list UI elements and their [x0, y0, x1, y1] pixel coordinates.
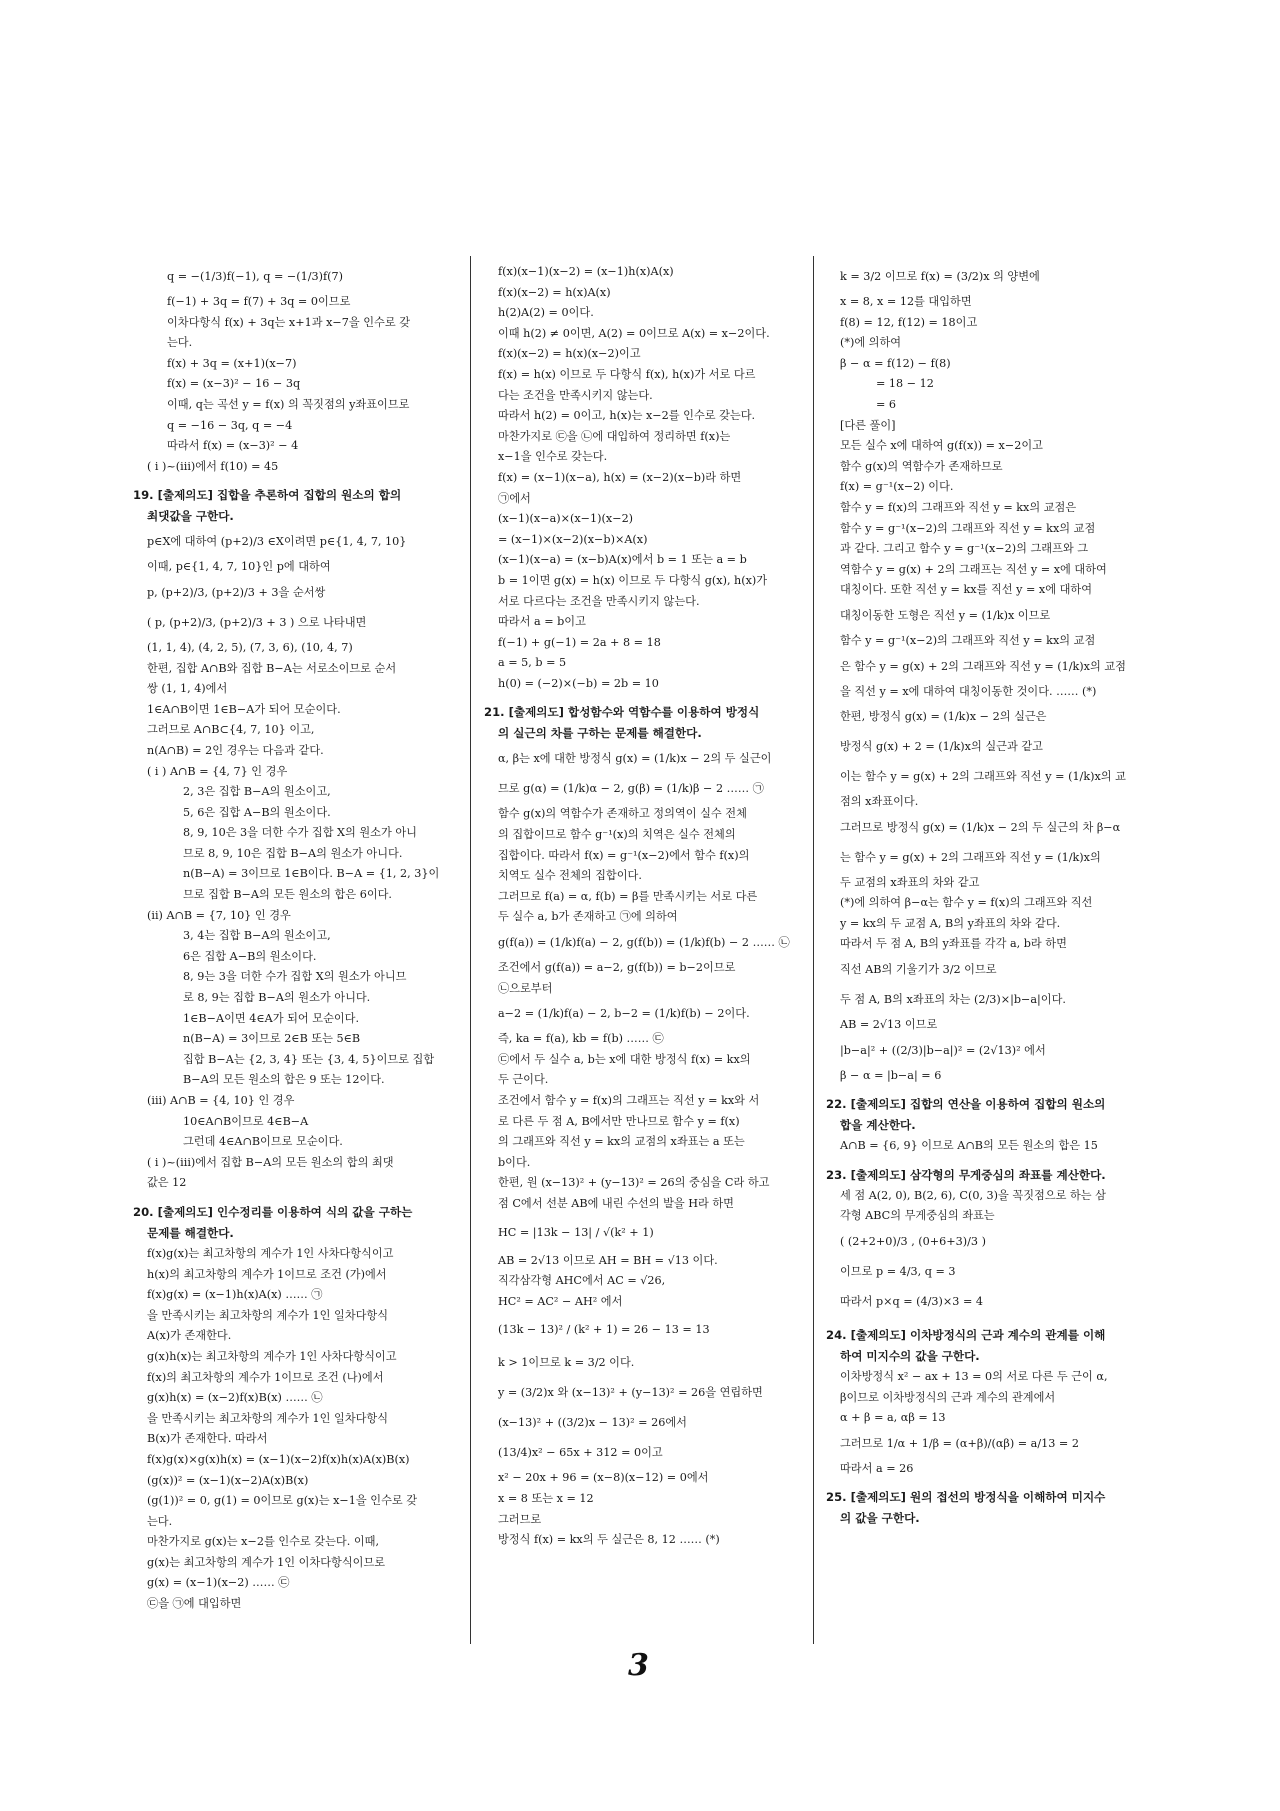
solution-line: 값은 12: [147, 1176, 187, 1190]
solution-line: 대칭이동한 도형은 직선 y = (1/k)x 이므로: [840, 608, 1051, 622]
solution-line: g(x)h(x) = (x−2)f(x)B(x) …… ㉡: [147, 1391, 323, 1405]
solution-line: 이는 함수 y = g(x) + 2의 그래프와 직선 y = (1/k)x의 교: [840, 770, 1126, 784]
solution-line: 함수 g(x)의 역함수가 존재하고 정의역이 실수 전체: [498, 807, 747, 821]
solution-line: (x−13)² + ((3/2)x − 13)² = 26에서: [498, 1416, 687, 1430]
solution-line: ㉢에서 두 실수 a, b는 x에 대한 방정식 f(x) = kx의: [498, 1052, 751, 1066]
solution-line: 집합 B−A는 {2, 3, 4} 또는 {3, 4, 5}이므로 집합: [183, 1052, 435, 1066]
solution-line: b = 1이면 g(x) = h(x) 이므로 두 다항식 g(x), h(x)가: [498, 573, 768, 587]
solution-line: f(−1) + g(−1) = 2a + 8 = 18: [498, 635, 661, 649]
solution-line: (13k − 13)² / (k² + 1) = 26 − 13 = 13: [498, 1323, 710, 1337]
solution-line: ㉢을 ㉠에 대입하면: [147, 1597, 242, 1611]
q24-solution: [826, 1367, 1156, 1479]
solution-line: 함수 y = g⁻¹(x−2)의 그래프와 직선 y = kx의 교점: [840, 521, 1096, 535]
solution-line: 한편, 집합 A∩B와 집합 B−A는 서로소이므로 순서: [147, 661, 397, 675]
solution-line: 는다.: [147, 1514, 173, 1528]
column-divider-left: [470, 256, 471, 1644]
solution-line: 이때, q는 곡선 y = f(x) 의 꼭짓점의 y좌표이므로: [167, 397, 410, 411]
solution-line: A∩B = {6, 9} 이므로 A∩B의 모든 원소의 합은 15: [840, 1139, 1098, 1153]
solution-line: 은 함수 y = g(x) + 2의 그래프와 직선 y = (1/k)x의 교점: [840, 659, 1126, 673]
q22-heading-line2: 합을 계산한다.: [840, 1118, 916, 1133]
solution-line: 대칭이다. 또한 직선 y = kx를 직선 y = x에 대하여: [840, 583, 1093, 597]
solution-line: 따라서 a = b이고: [498, 615, 586, 629]
q19-solution: [133, 527, 466, 1194]
solution-line: 그러므로 A∩B⊂{4, 7, 10} 이고,: [147, 723, 315, 737]
solution-line: a−2 = (1/k)f(a) − 2, b−2 = (1/k)f(b) − 2이다.: [498, 1007, 750, 1021]
solution-line: 마찬가지로 ㉢을 ㉡에 대입하여 정리하면 f(x)는: [498, 429, 731, 443]
solution-line: [다른 풀이]: [840, 418, 896, 432]
solution-line: β − α = |b−a| = 6: [840, 1068, 942, 1082]
solution-line: 한편, 원 (x−13)² + (y−13)² = 26의 중심을 C라 하고: [498, 1176, 770, 1190]
solution-line: 함수 g(x)의 역함수가 존재하므로: [840, 459, 1003, 473]
solution-line: β − α = f(12) − f(8): [840, 356, 951, 370]
solution-line: 10∈A∩B이므로 4∈B−A: [183, 1114, 309, 1128]
q20-continuation: [484, 262, 808, 694]
solution-line: 따라서 두 점 A, B의 y좌표를 각각 a, b라 하면: [840, 937, 1067, 951]
solution-line: 8, 9, 10은 3을 더한 수가 집합 X의 원소가 아니: [183, 826, 417, 840]
solution-line: n(A∩B) = 2인 경우는 다음과 같다.: [147, 743, 324, 757]
solution-line: (13/4)x² − 65x + 312 = 0이고: [498, 1446, 663, 1460]
solution-line: B−A의 모든 원소의 합은 9 또는 12이다.: [183, 1073, 385, 1087]
solution-line: n(B−A) = 3이므로 2∈B 또는 5∈B: [183, 1032, 361, 1046]
solution-line: 두 실수 a, b가 존재하고 ㉠에 의하여: [498, 910, 678, 924]
solution-line: A(x)가 존재한다.: [147, 1329, 232, 1343]
solution-line: (*)에 의하여 β−α는 함수 y = f(x)의 그래프와 직선: [840, 896, 1093, 910]
solution-line: 이차다항식 f(x) + 3q는 x+1과 x−7을 인수로 갖: [167, 315, 411, 329]
solution-line: f(x)g(x) = (x−1)h(x)A(x) …… ㉠: [147, 1288, 323, 1302]
solution-line: f(x) = (x−1)(x−a), h(x) = (x−2)(x−b)라 하면: [498, 470, 742, 484]
q24-heading-line2: 하여 미지수의 값을 구한다.: [840, 1349, 980, 1364]
solution-line: 이때, p∈{1, 4, 7, 10}인 p에 대하여: [147, 560, 331, 574]
solution-line: 을 직선 y = x에 대하여 대칭이동한 것이다. …… (*): [840, 684, 1097, 698]
q20-heading-line1: 20. [출제의도] 인수정리를 이용하여 식의 값을 구하는: [133, 1204, 413, 1219]
solution-line: B(x)가 존재한다. 따라서: [147, 1432, 268, 1446]
solution-line: α + β = a, αβ = 13: [840, 1411, 946, 1425]
solution-line: n(B−A) = 3이므로 1∈B이다. B−A = {1, 2, 3}이: [183, 867, 440, 881]
q23-heading: [826, 1165, 1156, 1186]
solution-line: h(x)의 최고차항의 계수가 1이므로 조건 (가)에서: [147, 1267, 387, 1281]
solution-line: = 6: [876, 397, 897, 411]
solution-line: 이때 h(2) ≠ 0이면, A(2) = 0이므로 A(x) = x−2이다.: [498, 326, 770, 340]
solution-line: 조건에서 g(f(a)) = a−2, g(f(b)) = b−2이므로: [498, 961, 736, 975]
solution-line: 5, 6은 집합 A−B의 원소이다.: [183, 805, 331, 819]
solution-line: ( i )~(iii)에서 f(10) = 45: [147, 459, 279, 473]
solution-line: 과 같다. 그리고 함수 y = g⁻¹(x−2)의 그래프와 그: [840, 542, 1089, 556]
q21-solution: [484, 744, 808, 1550]
solution-line: 의 그래프와 직선 y = kx의 교점의 x좌표는 a 또는: [498, 1135, 745, 1149]
solution-line: f(x)g(x)×g(x)h(x) = (x−1)(x−2)f(x)h(x)A(x)B(x): [147, 1452, 410, 1466]
solution-line: f(x)(x−2) = h(x)A(x): [498, 285, 611, 299]
solution-line: 서로 다르다는 조건을 만족시키지 않는다.: [498, 594, 700, 608]
solution-line: y = (3/2)x 와 (x−13)² + (y−13)² = 26을 연립하면: [498, 1386, 763, 1400]
solution-line: ㉠에서: [498, 491, 531, 505]
solution-line: 1∈B−A이면 4∈A가 되어 모순이다.: [183, 1011, 360, 1025]
solution-line: b이다.: [498, 1155, 531, 1169]
solution-line: h(2)A(2) = 0이다.: [498, 306, 594, 320]
solution-line: g(f(a)) = (1/k)f(a) − 2, g(f(b)) = (1/k)f(b) − 2 …… ㉡: [498, 936, 790, 950]
q25-heading-line1: 25. [출제의도] 원의 접선의 방정식을 이해하여 미지수: [826, 1490, 1106, 1505]
solution-line: 한편, 방정식 g(x) = (1/k)x − 2의 실근은: [840, 710, 1047, 724]
solution-line: 조건에서 함수 y = f(x)의 그래프는 직선 y = kx와 서: [498, 1094, 760, 1107]
solution-line: 다는 조건을 만족시키지 않는다.: [498, 388, 653, 402]
solution-line: = 18 − 12: [876, 377, 934, 391]
solution-line: f(−1) + 3q = f(7) + 3q = 0이므로: [167, 295, 351, 308]
solution-line: 모든 실수 x에 대하여 g(f(x)) = x−2이고: [840, 439, 1043, 453]
solution-line: 역함수 y = g(x) + 2의 그래프는 직선 y = x에 대하여: [840, 562, 1107, 576]
page-number: 3: [628, 1648, 649, 1683]
q19-heading-line2: 최댓값을 구한다.: [147, 509, 234, 524]
solution-line: f(x)(x−2) = h(x)(x−2)이고: [498, 347, 641, 361]
solution-line: h(0) = (−2)×(−b) = 2b = 10: [498, 676, 659, 690]
solution-line: 는다.: [167, 336, 193, 350]
solution-line: 므로 g(α) = (1/k)α − 2, g(β) = (1/k)β − 2 …… ㉠: [498, 782, 764, 796]
solution-line: p, (p+2)/3, (p+2)/3 + 3을 순서쌍: [147, 585, 326, 599]
solution-line: 므로 집합 B−A의 모든 원소의 합은 6이다.: [183, 888, 392, 902]
solution-line: 그러므로 1/α + 1/β = (α+β)/(αβ) = a/13 = 2: [840, 1436, 1079, 1450]
solution-line: 따라서 f(x) = (x−3)² − 4: [167, 439, 299, 453]
solution-line: g(x)h(x)는 최고차항의 계수가 1인 사차다항식이고: [147, 1349, 397, 1363]
solution-line: 직각삼각형 AHC에서 AC = √26,: [498, 1274, 666, 1288]
q21-heading-line1: 21. [출제의도] 합성함수와 역함수를 이용하여 방정식: [484, 705, 760, 720]
solution-line: α, β는 x에 대한 방정식 g(x) = (1/k)x − 2의 두 실근이: [498, 752, 772, 766]
solution-line: |b−a|² + ((2/3)|b−a|)² = (2√13)² 에서: [840, 1043, 1046, 1057]
solution-line: f(x) = (x−3)² − 16 − 3q: [167, 377, 301, 391]
solution-line: 이차방정식 x² − ax + 13 = 0의 서로 다른 두 근이 α,: [840, 1370, 1108, 1384]
solution-line: 의 집합이므로 함수 g⁻¹(x)의 치역은 실수 전체의: [498, 828, 736, 842]
solution-line: β이므로 이차방정식의 근과 계수의 관계에서: [840, 1390, 1056, 1404]
solution-line: f(x)의 최고차항의 계수가 1이므로 조건 (나)에서: [147, 1370, 384, 1384]
solution-line: HC² = AC² − AH² 에서: [498, 1294, 623, 1308]
solution-line: 그러므로: [498, 1512, 542, 1526]
column-right: [826, 262, 1156, 1529]
solution-line: q = −(1/3)f(−1), q = −(1/3)f(7): [167, 270, 343, 283]
solution-line: 두 교점의 x좌표의 차와 같고: [840, 875, 980, 889]
solution-line: 므로 8, 9, 10은 집합 B−A의 원소가 아니다.: [183, 846, 403, 860]
solution-line: 그러므로 f(a) = α, f(b) = β를 만족시키는 서로 다른: [498, 889, 758, 903]
solution-line: x = 8, x = 12를 대입하면: [840, 295, 972, 308]
column-middle: [484, 262, 808, 1551]
solution-line: 이므로 p = 4/3, q = 3: [840, 1265, 956, 1279]
solution-line: 따라서 p×q = (4/3)×3 = 4: [840, 1295, 983, 1309]
solution-line: 쌍 (1, 1, 4)에서: [147, 682, 228, 696]
solution-line: HC = |13k − 13| / √(k² + 1): [498, 1225, 654, 1239]
solution-line: 함수 y = g⁻¹(x−2)의 그래프와 직선 y = kx의 교점: [840, 633, 1096, 647]
solution-line: AB = 2√13 이므로 AH = BH = √13 이다.: [498, 1253, 718, 1267]
solution-line: 두 점 A, B의 x좌표의 차는 (2/3)×|b−a|이다.: [840, 993, 1066, 1007]
solution-line: 방정식 g(x) + 2 = (1/k)x의 실근과 같고: [840, 740, 1043, 754]
q22-heading: [826, 1094, 1156, 1136]
solution-line: 방정식 f(x) = kx의 두 실근은 8, 12 …… (*): [498, 1533, 720, 1547]
solution-line: ㉡으로부터: [498, 981, 553, 995]
q23-solution: [826, 1186, 1156, 1317]
solution-line: g(x) = (x−1)(x−2) …… ㉢: [147, 1576, 290, 1590]
solution-line: 6은 집합 A−B의 원소이다.: [183, 949, 317, 963]
q24-heading: [826, 1325, 1156, 1367]
solution-line: 따라서 a = 26: [840, 1461, 914, 1475]
solution-line: f(x) = g⁻¹(x−2) 이다.: [840, 480, 954, 494]
solution-line: x² − 20x + 96 = (x−8)(x−12) = 0에서: [498, 1471, 709, 1485]
solution-line: 집합이다. 따라서 f(x) = g⁻¹(x−2)에서 함수 f(x)의: [498, 848, 750, 862]
solution-line: 두 근이다.: [498, 1073, 549, 1087]
solution-line: (1, 1, 4), (4, 2, 5), (7, 3, 6), (10, 4, 7): [147, 640, 353, 654]
column-left: [133, 262, 466, 1615]
solution-line: y = kx의 두 교점 A, B의 y좌표의 차와 같다.: [840, 916, 1061, 930]
solution-line: k > 1이므로 k = 3/2 이다.: [498, 1356, 635, 1370]
solution-line: ( i )~(iii)에서 집합 B−A의 모든 원소의 합의 최댓: [147, 1155, 394, 1169]
solution-line: 로 다른 두 점 A, B에서만 만나므로 함수 y = f(x): [498, 1114, 740, 1128]
solution-line: 로 8, 9는 집합 B−A의 원소가 아니다.: [183, 991, 371, 1005]
solution-line: ( (2+2+0)/3 , (0+6+3)/3 ): [840, 1235, 986, 1249]
solution-line: f(x) = h(x) 이므로 두 다항식 f(x), h(x)가 서로 다르: [498, 367, 756, 381]
solution-line: p∈X에 대하여 (p+2)/3 ∈X이려면 p∈{1, 4, 7, 10}: [147, 535, 407, 549]
q20-solution: [133, 1244, 466, 1615]
q18-continuation: [133, 262, 466, 477]
solution-line: (*)에 의하여: [840, 336, 902, 350]
q24-heading-line1: 24. [출제의도] 이차방정식의 근과 계수의 관계를 이해: [826, 1328, 1106, 1343]
q20-heading-line2: 문제를 해결한다.: [147, 1225, 234, 1240]
solution-line: = (x−1)×(x−2)(x−b)×A(x): [498, 532, 648, 546]
solution-line: 점의 x좌표이다.: [840, 795, 919, 809]
solution-line: 따라서 h(2) = 0이고, h(x)는 x−2를 인수로 갖는다.: [498, 409, 756, 423]
solution-line: (g(x))² = (x−1)(x−2)A(x)B(x): [147, 1473, 309, 1487]
solution-line: 3, 4는 집합 B−A의 원소이고,: [183, 929, 331, 943]
solution-line: 2, 3은 집합 B−A의 원소이고,: [183, 785, 331, 799]
solution-line: 치역도 실수 전체의 집합이다.: [498, 869, 642, 883]
solution-line: (iii) A∩B = {4, 10} 인 경우: [147, 1094, 295, 1107]
solution-line: x = 8 또는 x = 12: [498, 1491, 594, 1505]
solution-line: 함수 y = f(x)의 그래프와 직선 y = kx의 교점은: [840, 500, 1077, 514]
solution-line: 직선 AB의 기울기가 3/2 이므로: [840, 963, 997, 977]
solution-line: 1∈A∩B이면 1∈B−A가 되어 모순이다.: [147, 702, 341, 716]
solution-line: q = −16 − 3q, q = −4: [167, 418, 293, 432]
solution-line: 마찬가지로 g(x)는 x−2를 인수로 갖는다. 이때,: [147, 1535, 380, 1549]
q25-heading: [826, 1487, 1156, 1529]
solution-line: x−1을 인수로 갖는다.: [498, 450, 608, 464]
q20-heading: [133, 1202, 466, 1244]
q22-heading-line1: 22. [출제의도] 집합의 연산을 이용하여 집합의 원소의: [826, 1097, 1106, 1112]
solution-line: (x−1)(x−a) = (x−b)A(x)에서 b = 1 또는 a = b: [498, 553, 747, 567]
solution-line: (ii) A∩B = {7, 10} 인 경우: [147, 908, 291, 922]
solution-line: f(x)g(x)는 최고차항의 계수가 1인 사차다항식이고: [147, 1246, 394, 1260]
solution-line: 을 만족시키는 최고차항의 계수가 1인 일차다항식: [147, 1411, 389, 1425]
q19-heading: [133, 485, 466, 527]
solution-line: ( i ) A∩B = {4, 7} 인 경우: [147, 764, 288, 778]
q19-heading-line1: 19. [출제의도] 집합을 추론하여 집합의 원소의 합의: [133, 488, 402, 503]
solution-line: f(x)(x−1)(x−2) = (x−1)h(x)A(x): [498, 265, 674, 278]
solution-line: 는 함수 y = g(x) + 2의 그래프와 직선 y = (1/k)x의: [840, 850, 1101, 864]
solution-line: 즉, ka = f(a), kb = f(b) …… ㉢: [498, 1032, 664, 1046]
q22-solution: [826, 1136, 1156, 1157]
solution-line: 그러므로 방정식 g(x) = (1/k)x − 2의 두 실근의 차 β−α: [840, 820, 1121, 834]
q21-heading-line2: 의 실근의 차를 구하는 문제를 해결한다.: [498, 726, 702, 741]
solution-line: 각형 ABC의 무게중심의 좌표는: [840, 1209, 995, 1223]
q25-heading-line2: 의 값을 구한다.: [840, 1511, 920, 1526]
solution-line: 8, 9는 3을 더한 수가 집합 X의 원소가 아니므: [183, 970, 407, 984]
solution-line: 그런데 4∈A∩B이므로 모순이다.: [183, 1135, 343, 1149]
solution-line: 을 만족시키는 최고차항의 계수가 1인 일차다항식: [147, 1308, 389, 1322]
solution-line: (x−1)(x−a)×(x−1)(x−2): [498, 512, 634, 526]
solution-line: 세 점 A(2, 0), B(2, 6), C(0, 3)을 꼭짓점으로 하는 삼: [840, 1188, 1106, 1202]
column-divider-right: [813, 256, 814, 1644]
solution-line: f(x) + 3q = (x+1)(x−7): [167, 356, 297, 370]
solution-line: (g(1))² = 0, g(1) = 0이므로 g(x)는 x−1을 인수로 갖: [147, 1494, 418, 1508]
solution-line: 점 C에서 선분 AB에 내린 수선의 발을 H라 하면: [498, 1196, 734, 1210]
q21-continuation: [826, 262, 1156, 1086]
solution-line: k = 3/2 이므로 f(x) = (3/2)x 의 양변에: [840, 270, 1040, 283]
solution-line: ( p, (p+2)/3, (p+2)/3 + 3 ) 으로 나타내면: [147, 615, 367, 629]
solution-line: a = 5, b = 5: [498, 656, 567, 670]
q23-heading-line1: 23. [출제의도] 삼각형의 무게중심의 좌표를 계산한다.: [826, 1167, 1106, 1182]
q21-heading: [484, 702, 808, 744]
solution-line: f(8) = 12, f(12) = 18이고: [840, 315, 978, 329]
solution-line: AB = 2√13 이므로: [840, 1018, 938, 1032]
solution-line: g(x)는 최고차항의 계수가 1인 이차다항식이므로: [147, 1555, 386, 1569]
